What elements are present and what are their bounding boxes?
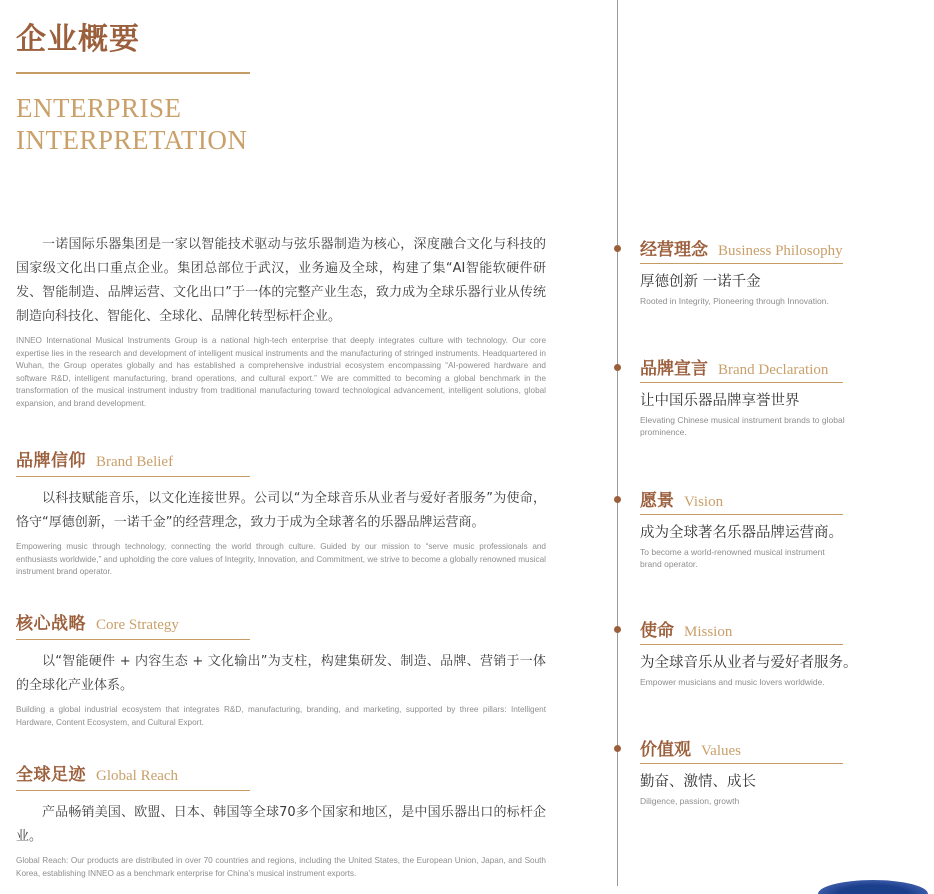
section-divider <box>16 639 250 640</box>
timeline-sub-text: Empower musicians and music lovers worldwide. <box>640 677 825 687</box>
timeline-dot-icon <box>614 745 621 752</box>
section-heading <box>16 609 546 637</box>
timeline-main-text: 厚德创新 一诺千金 <box>640 274 761 290</box>
section-title-en: Brand Belief <box>96 454 174 470</box>
page-title: 企业概要 <box>16 22 140 57</box>
timeline-divider <box>640 763 843 764</box>
timeline-title-cn: 愿景 <box>640 491 674 511</box>
section-text-cn: 以科技赋能音乐，以文化连接世界。公司以“为全球音乐从业者与爱好者服务”为使命，恪守“厚德创新，一诺千金”的经营理念，致力于成为全球著名的乐器品牌运营商。 <box>16 491 546 530</box>
section-title-cn: 全球足迹 <box>16 765 86 785</box>
timeline-sub-text: Diligence, passion, growth <box>640 796 740 806</box>
timeline-title-en: Values <box>701 743 741 759</box>
timeline-main-text: 成为全球著名乐器品牌运营商。 <box>640 525 843 541</box>
timeline-title-cn: 价值观 <box>640 740 691 760</box>
intro-text-cn: 一诺国际乐器集团是一家以智能技术驱动与弦乐器制造为核心，深度融合文化与科技的国家级文化出口重点企业。集团总部位于武汉，业务遍及全球，构建了集“AI智能软硬件研发、智能制造、品牌运营、文化出口”于一体的完整产业生态，致力成为全球乐器行业从传统制造向科技化、智能化、全球化、品牌化转型标杆企业。 <box>16 237 546 324</box>
timeline-item-values <box>613 735 873 807</box>
section-text-en: Building a global industrial ecosystem that integrates R&D, manufacturing, branding, and marketing, supported by three pillars: Intelligent Hardware, Content Ecosystem, and Cultural Export. <box>16 705 546 727</box>
section-title-cn: 核心战略 <box>16 614 86 634</box>
section-brand-belief <box>16 446 546 579</box>
timeline-main-text: 勤奋、激情、成长 <box>640 774 756 790</box>
timeline-sub-text: Elevating Chinese musical instrument brands to global prominence. <box>640 415 845 437</box>
timeline-sub-text: Rooted in Integrity, Pioneering through Innovation. <box>640 296 829 306</box>
title-divider <box>16 72 250 74</box>
timeline-title-cn: 经营理念 <box>640 240 708 260</box>
timeline-title-en: Business Philosophy <box>718 243 843 259</box>
timeline-item-mission <box>613 616 873 688</box>
section-divider <box>16 476 250 477</box>
page-subtitle-en <box>16 92 247 156</box>
timeline-sub-text: To become a world-renowned musical instrument brand operator. <box>640 547 825 569</box>
timeline-item-brand-declaration <box>613 354 873 438</box>
section-heading <box>16 760 546 788</box>
section-text-cn: 以“智能硬件 + 内容生态 + 文化输出”为支柱，构建集研发、制造、品牌、营销于一体的全球化产业体系。 <box>16 654 546 693</box>
section-title-cn: 品牌信仰 <box>16 451 86 471</box>
section-core-strategy <box>16 609 546 729</box>
timeline-main-text: 让中国乐器品牌享誉世界 <box>640 393 800 409</box>
timeline-dot-icon <box>614 626 621 633</box>
timeline-divider <box>640 644 843 645</box>
timeline-divider <box>640 514 843 515</box>
timeline-item-vision <box>613 486 873 570</box>
timeline-heading <box>640 235 873 261</box>
intro-text-en: INNEO International Musical Instruments Group is a national high-tech enterprise that deeply integrates culture with technology. Our core expertise lies in the research and development of intelligent musical instruments and the manufacturing of stringed instruments. Headquartered in Wuhan, the Group operates globally and has established a comprehensive industrial ecosystem encompassing “AI-powered hardware and software R&D, intelligent manufacturing, brand operations, and cultural export.” We are committed to becoming a global benchmark in the transformation of the musical instrument industry from traditional manufacturing toward technological advancement, intelligent solutions, global expansion, and brand development. <box>16 336 546 408</box>
timeline-title-en: Vision <box>684 494 724 510</box>
timeline-heading <box>640 735 873 761</box>
subtitle-line-2: INTERPRETATION <box>16 125 248 155</box>
timeline-title-cn: 使命 <box>640 621 674 641</box>
timeline-dot-icon <box>614 245 621 252</box>
section-text-cn: 产品畅销美国、欧盟、日本、韩国等全球70多个国家和地区，是中国乐器出口的标杆企业。 <box>16 805 546 844</box>
timeline-item-business-philosophy <box>613 235 873 307</box>
timeline-title-en: Brand Declaration <box>718 362 829 378</box>
timeline-main-text: 为全球音乐从业者与爱好者服务。 <box>640 655 858 671</box>
section-title-en: Global Reach <box>96 768 179 784</box>
section-text-en: Empowering music through technology, connecting the world through culture. Guided by our mission to “serve music professionals and enthusiasts worldwide,” and upholding the core values of Integrity, Innovation, and Commitment, we strive to become a globally renowned musical instrument brand operator. <box>16 542 546 576</box>
timeline-title-cn: 品牌宣言 <box>640 359 708 379</box>
section-global-reach <box>16 760 546 880</box>
intro-block <box>16 233 546 410</box>
timeline-heading <box>640 354 873 380</box>
timeline-heading <box>640 486 873 512</box>
timeline-title-en: Mission <box>684 624 733 640</box>
section-title-en: Core Strategy <box>96 617 179 633</box>
timeline-heading <box>640 616 873 642</box>
decorative-blue-arc <box>818 880 928 894</box>
timeline-dot-icon <box>614 496 621 503</box>
section-text-en: Global Reach: Our products are distributed in over 70 countries and regions, including the United States, the European Union, Japan, and South Korea, establishing INNEO as a benchmark enterprise for China’s musical instrument exports. <box>16 856 546 878</box>
timeline-divider <box>640 263 843 264</box>
section-divider <box>16 790 250 791</box>
section-heading <box>16 446 546 474</box>
subtitle-line-1: ENTERPRISE <box>16 93 182 123</box>
timeline-divider <box>640 382 843 383</box>
timeline-dot-icon <box>614 364 621 371</box>
